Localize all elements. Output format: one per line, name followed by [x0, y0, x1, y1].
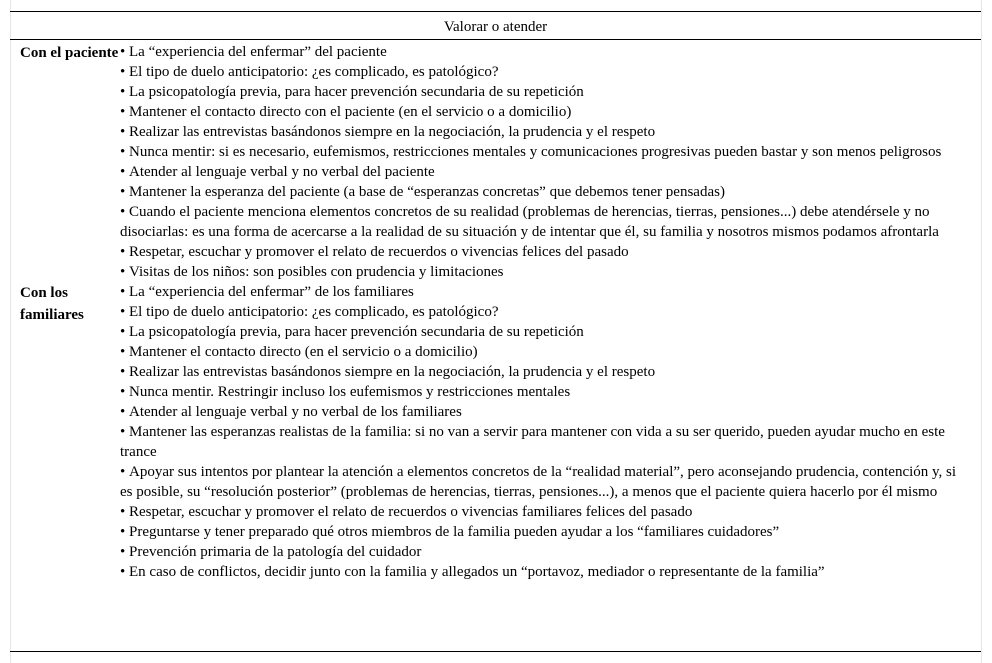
list-item: • Visitas de los niños: son posibles con prudencia y limitaciones	[120, 262, 963, 282]
list-item: • Atender al lenguaje verbal y no verbal de los familiares	[120, 402, 963, 422]
list-item: • La psicopatología previa, para hacer prevención secundaria de su repetición	[120, 322, 963, 342]
list-item: • Realizar las entrevistas basándonos siempre en la negociación, la prudencia y el respeto	[120, 362, 963, 382]
list-item: • La psicopatología previa, para hacer prevención secundaria de su repetición	[120, 82, 963, 102]
section-family	[10, 282, 981, 582]
list-item: • En caso de conflictos, decidir junto con la familia y allegados un “portavoz, mediador o representante de la familia”	[120, 562, 963, 582]
section-label-family: Con los familiares	[20, 285, 84, 323]
list-item: • Preguntarse y tener preparado qué otros miembros de la familia pueden ayudar a los “familiares cuidadores”	[120, 522, 963, 542]
list-item: • Realizar las entrevistas basándonos siempre en la negociación, la prudencia y el respeto	[120, 122, 963, 142]
family-items-list	[120, 282, 981, 582]
list-item: • Prevención primaria de la patología del cuidador	[120, 542, 963, 562]
table-header: Valorar o atender	[10, 12, 981, 40]
list-item: • La “experiencia del enfermar” del paciente	[120, 42, 963, 62]
list-item: • La “experiencia del enfermar” de los familiares	[120, 282, 963, 302]
patient-items-list	[120, 42, 981, 282]
list-item: • Nunca mentir: si es necesario, eufemismos, restricciones mentales y comunicaciones progresivas pueden bastar y son menos peligrosos	[120, 142, 963, 162]
list-item: • Cuando el paciente menciona elementos concretos de su realidad (problemas de herencias, tierras, pensiones...) debe atendérsele y no disociarlas: es una forma de acercarse a la realidad de su situación y de intentar que él, su familia y nosotros mismos podamos afrontarla	[120, 202, 963, 242]
section-patient	[10, 40, 981, 282]
list-item: • Mantener las esperanzas realistas de la familia: si no van a servir para mantener con vida a su ser querido, pueden ayudar mucho en este trance	[120, 422, 963, 462]
list-item: • Mantener el contacto directo con el paciente (en el servicio o a domicilio)	[120, 102, 963, 122]
list-item: • Mantener la esperanza del paciente (a base de “esperanzas concretas” que debemos tener pensadas)	[120, 182, 963, 202]
care-guidelines-table	[10, 11, 981, 652]
list-item: • Atender al lenguaje verbal y no verbal del paciente	[120, 162, 963, 182]
list-item: • El tipo de duelo anticipatorio: ¿es complicado, es patológico?	[120, 62, 963, 82]
section-label-patient: Con el paciente	[20, 45, 119, 61]
list-item: • Nunca mentir. Restringir incluso los eufemismos y restricciones mentales	[120, 382, 963, 402]
list-item: • El tipo de duelo anticipatorio: ¿es complicado, es patológico?	[120, 302, 963, 322]
list-item: • Respetar, escuchar y promover el relato de recuerdos o vivencias familiares felices del pasado	[120, 502, 963, 522]
list-item: • Mantener el contacto directo (en el servicio o a domicilio)	[120, 342, 963, 362]
list-item: • Respetar, escuchar y promover el relato de recuerdos o vivencias felices del pasado	[120, 242, 963, 262]
list-item: • Apoyar sus intentos por plantear la atención a elementos concretos de la “realidad material”, pero aconsejando prudencia, contención y, si es posible, su “resolución posterior” (problemas de herencias, tierras, pensiones...), a menos que el paciente quiera hacerlo por él mismo	[120, 462, 963, 502]
